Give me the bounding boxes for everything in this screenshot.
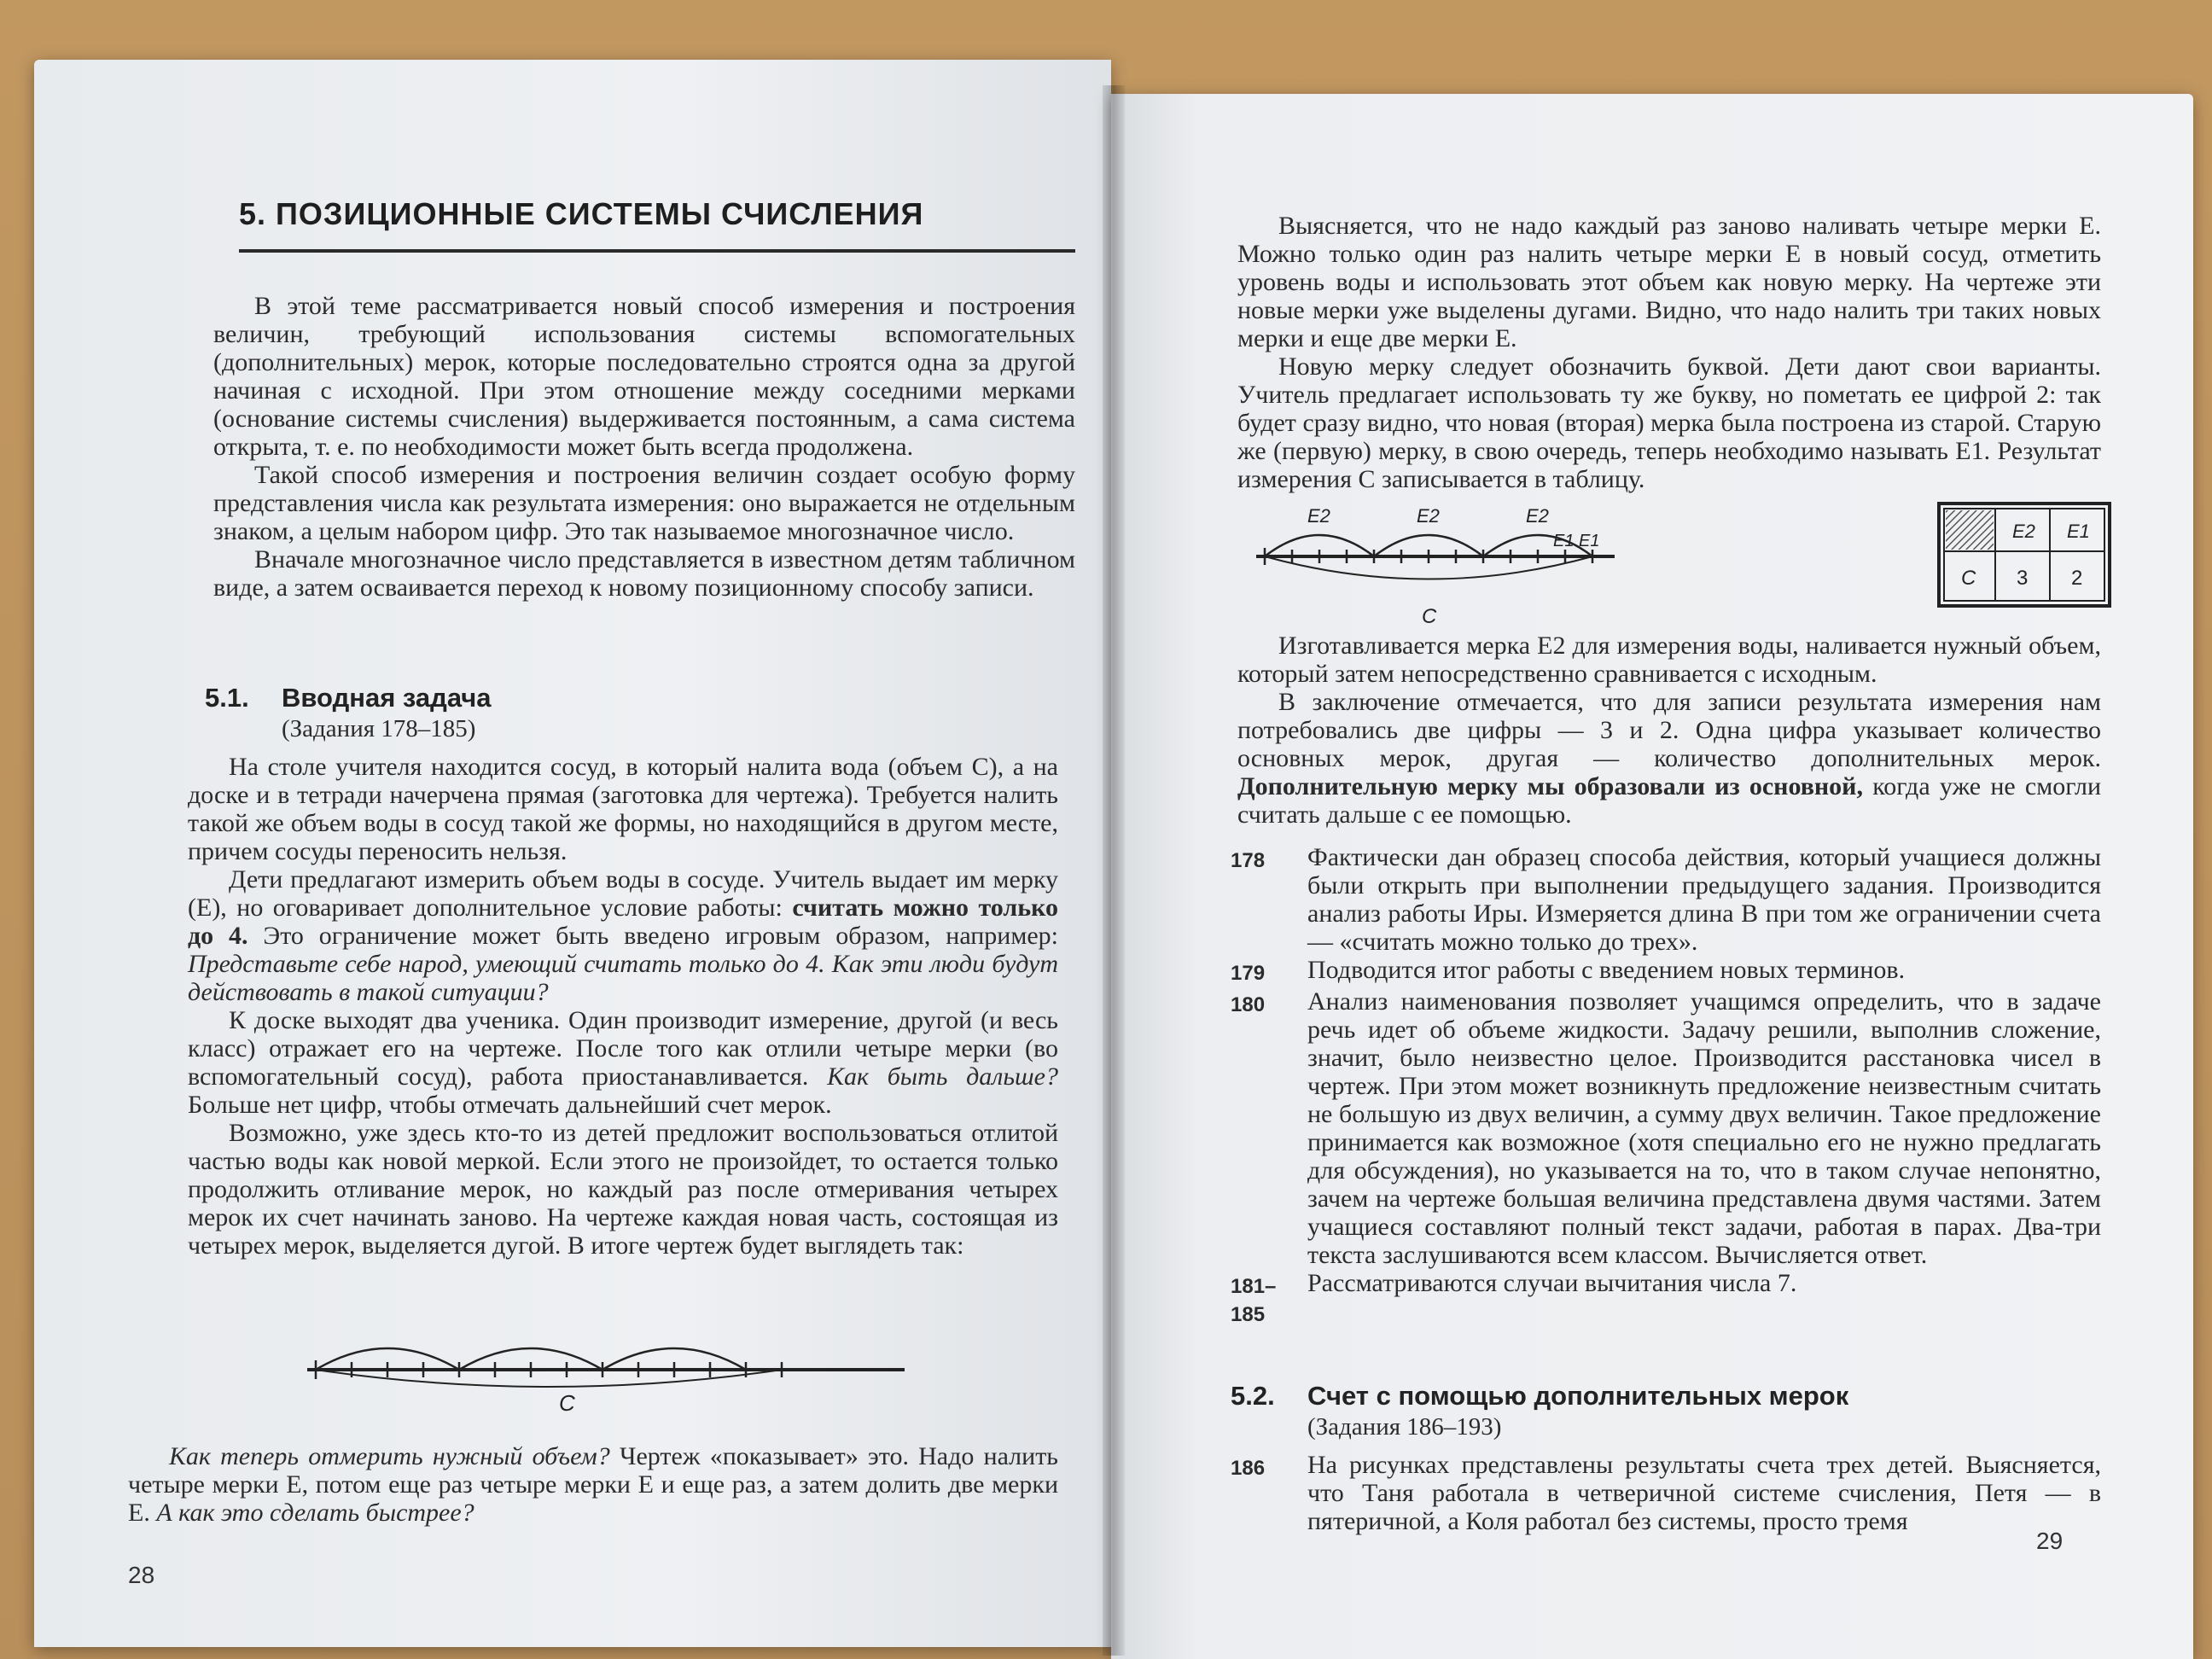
label-e2: E2 <box>1417 505 1440 527</box>
right-page <box>1111 94 2193 1659</box>
body-paragraph: Новую мерку следует обозначить буквой. Дети дают свои варианты. Учитель предлагает использовать ту же букву, но пометать ее цифрой 2: так будет сразу видно, что новая (вторая) мерка была построена из старой. Старую же (первую) мерку, в свою очередь, теперь необходимо называть E1. Результат измерения C записывается в таблицу. <box>1237 352 2101 493</box>
table-cell-2: 2 <box>2071 567 2083 590</box>
arc-volume-c <box>316 1370 782 1387</box>
label-e1: E1 <box>1553 532 1575 550</box>
section-number: 5.2. <box>1231 1381 1275 1411</box>
task-item: 186 На рисунках представлены результаты счета трех детей. Выясняется, что Таня работала в четверичной системе счисления, Петя — в пятеричной, а Коля работал без системы, просто тремя <box>1231 1451 2101 1535</box>
intro-paragraph: Вначале многозначное число представляется в известном детям табличном виде, а затем осваивается переход к новому позиционному способу записи. <box>213 545 1075 602</box>
label-e2: E2 <box>1307 505 1330 527</box>
table-cell-3: 3 <box>2017 567 2029 590</box>
table-cell-c: C <box>1961 567 1976 590</box>
heading-rule <box>239 249 1075 253</box>
body-paragraph: На столе учителя находится сосуд, в который налита вода (объем C), а на доске и в тетради начерчена прямая (заготовка для чертежа). Требуется налить такой же объем воды в сосуд такой же формы, но находящийся в другом месте, причем сосуды переносить нельзя. <box>188 753 1058 865</box>
right-middle <box>1237 632 2101 829</box>
section-5-1-heading <box>205 683 492 713</box>
diagram-label-c: C <box>559 1390 575 1416</box>
section-title: Вводная задача <box>282 683 492 713</box>
task-list <box>1231 1451 2101 1535</box>
intro-paragraph: Такой способ измерения и построения величин создает особую форму представления числа как результата измерения: оно выражается не отдельным знаком, а целым набором цифр. Это так называемое многозначное число. <box>213 461 1075 545</box>
left-page <box>34 60 1111 1647</box>
section-title: Счет с помощью дополнительных мерок <box>1307 1381 1849 1411</box>
label-e1: E1 <box>1579 532 1600 550</box>
closing-paragraph: Как теперь отмерить нужный объем? Чертеж «показывает» это. Надо налить четыре мерки E, потом еще раз четыре мерки E и еще раз, а затем долить две мерки E. А как это сделать быстрее? <box>128 1442 1058 1527</box>
open-book <box>34 51 2193 1659</box>
chapter-heading: 5. ПОЗИЦИОННЫЕ СИСТЕМЫ СЧИСЛЕНИЯ <box>239 196 924 231</box>
table-header-e1: E1 <box>2067 521 2090 542</box>
section-5-2-heading <box>1231 1381 1848 1412</box>
page-number-right: 29 <box>2036 1528 2064 1554</box>
body-paragraph: Возможно, уже здесь кто-то из детей предложит воспользоваться отлитой частью воды как новой меркой. Если этого не произойдет, то остается только продолжить отливание мерок, но каждый раз после отмеривания четырех мерок их счет начинать заново. На чертеже каждая новая часть, состоящая из четырех мерок, выделяется дугой. В итоге чертеж будет выглядеть так: <box>188 1119 1058 1260</box>
diagram-label-c: C <box>1422 605 1437 628</box>
task-item: 180 Анализ наименования позволяет учащимся определить, что в задаче речь идет об объеме жидкости. Задачу решили, выполнив сложение, значит, было неизвестно целое. Производится расстановка чисел в чертеж. При этом может возникнуть предложение неизвестным считать не большую из двух величин, а сумму двух величин. Такое предложение принимается как возможное (хотя специально его не нужно предлагать для обсуждения), но указывается на то, что в таком случае непонятно, зачем на чертеже большая величина представлена двумя частями. Затем учащиеся составляют полный текст задачи, работая в парах. Два-три текста заслушиваются всем классом. Вычисляется ответ. <box>1231 987 2101 1269</box>
task-item: 179 Подводится итог работы с введением новых терминов. <box>1231 956 1906 985</box>
section-number: 5.1. <box>205 683 249 713</box>
intro-paragraph: В этой теме рассматривается новый способ измерения и построения величин, требующий использования системы вспомогательных (дополнительных) мерок, которые последовательно строятся одна за другой начиная с исходной. При этом отношение между соседними мерками (основание системы счисления) выдерживается постоянным, а сама система открыта, т. е. по необходимости может быть всегда продолжена. <box>213 292 1075 461</box>
book-gutter <box>1103 85 1125 1656</box>
measurement-diagram-right <box>1239 495 2118 640</box>
measurement-diagram-left <box>273 1323 922 1417</box>
intro-block <box>213 292 1075 602</box>
body-paragraph: Выясняется, что не надо каждый раз заново наливать четыре мерки E. Можно только один раз налить четыре мерки E в новый сосуд, отметить уровень воды и использовать этот объем как новую мерку. На чертеже эти новые мерки уже выделены дугами. Видно, что надо налить три таких новых мерки и еще две мерки E. <box>1237 212 2101 352</box>
label-e2: E2 <box>1526 505 1549 527</box>
task-item: 178 Фактически дан образец способа действия, который учащиеся должны были открыть при выполнении предыдущего задания. Производится анализ работы Иры. Измеряется длина B при том же ограничении счета — «считать можно только до трех». <box>1231 843 2101 956</box>
body-paragraph: Дети предлагают измерить объем воды в сосуде. Учитель выдает им мерку (E), но оговаривает дополнительное условие работы: считать можно только до 4. Это ограничение может быть введено игровым образом, например: Представьте себе народ, умеющий считать только до 4. Как эти люди будут действовать в такой ситуации? <box>188 865 1058 1006</box>
body-paragraph: К доске выходят два ученика. Один производит измерение, другой (и весь класс) отражает его на чертеже. После того как отлили четыре мерки (во вспомогательный сосуд), работа приостанавливается. Как быть дальше? Больше нет цифр, чтобы отмечать дальнейший счет мерок. <box>188 1006 1058 1119</box>
result-table <box>1939 504 2110 606</box>
task-item: 181–185 Рассматриваются случаи вычитания числа 7. <box>1231 1269 1797 1326</box>
body-paragraph: В заключение отмечается, что для записи результата измерения нам потребовались две цифры — 3 и 2. Одна цифра указывает количество основных мерок, другая — количество дополнительных мерок. Дополнительную мерку мы образовали из основной, когда уже не смогли считать дальше с ее помощью. <box>1237 688 2102 829</box>
table-header-e2: E2 <box>2012 521 2035 542</box>
section-tasks-range: (Задания 178–185) <box>282 715 476 742</box>
section-tasks-range: (Задания 186–193) <box>1307 1413 1502 1441</box>
right-intro <box>1237 212 2101 493</box>
section-body <box>188 753 1058 1260</box>
task-list <box>1231 843 2101 1329</box>
body-paragraph: Изготавливается мерка E2 для измерения воды, наливается нужный объем, который затем непосредственно сравнивается с исходным. <box>1237 632 2101 688</box>
page-number-left: 28 <box>128 1562 155 1588</box>
